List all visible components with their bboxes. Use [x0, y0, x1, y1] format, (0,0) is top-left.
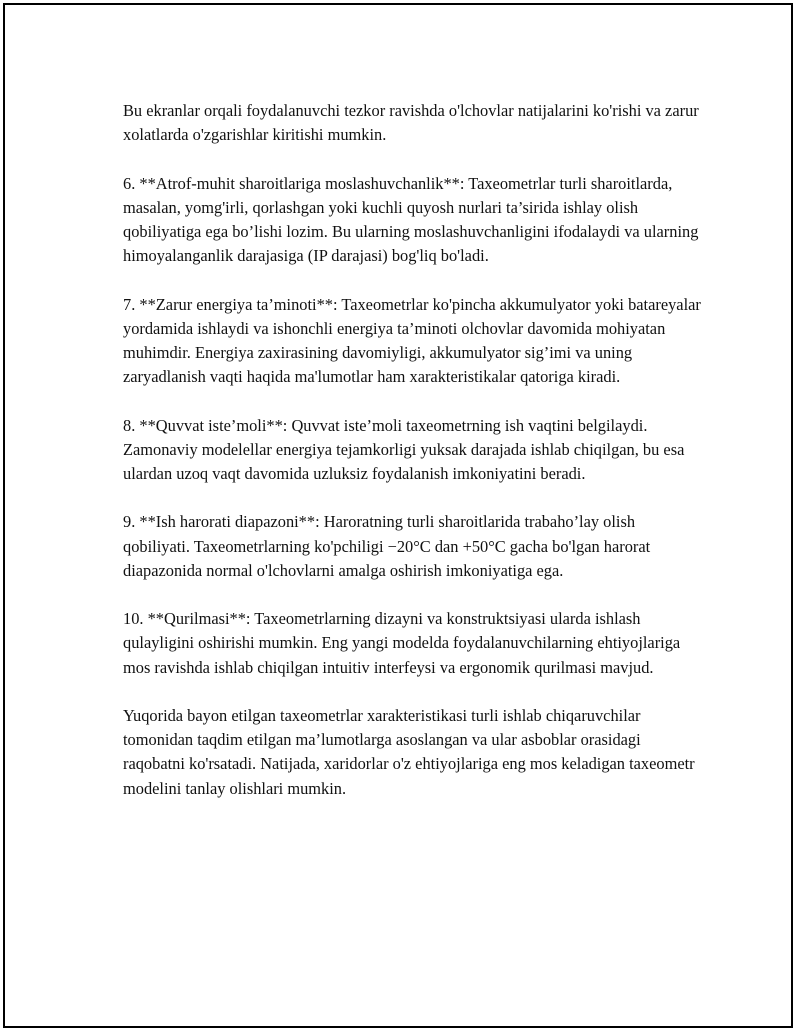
paragraph-item-9-temperature-range: 9. **Ish harorati diapazoni**: Haroratning turli sharoitlarida trabaho’lay olish qobiliyati. Taxeometrlarning ko'pchiligi −20°C dan +50°C gacha bo'lgan harorat diapazonida normal o'lchovlarni amalga oshirish imkoniyatiga ega. — [123, 512, 651, 580]
page-frame — [3, 3, 793, 1028]
paragraph-item-6-environment: 6. **Atrof-muhit sharoitlariga moslashuvchanlik**: Taxeometrlar turli sharoitlarda, masalan, yomg'irli, qorlashgan yoki kuchli quyosh nurlari ta’sirida ishlay olish qobiliyatiga ega bo’lishi lozim. Bu ularning moslashuvchanligini ifodalaydi va ularning himoyalanganlik darajasiga (IP darajasi) bog'liq bo'ladi. — [123, 173, 699, 266]
paragraph-conclusion: Yuqorida bayon etilgan taxeometrlar xarakteristikasi turli ishlab chiqaruvchilar tomonidan taqdim etilgan ma’lumotlarga asoslangan va ular asboblar orasidagi raqobatni ko'rsatadi. Natijada, xaridorlar o'z ehtiyojlariga eng mos keladigan taxeometr modelini tanlay olishlari mumkin. — [123, 705, 695, 798]
paragraph-item-7-energy-supply: 7. **Zarur energiya ta’minoti**: Taxeometrlar ko'pincha akkumulyator yoki batareyalar yordamida ishlaydi va ishonchli energiya ta’minoti olchovlar davomida mohiyatan muhimdir. Energiya zaxirasining davomiyligi, akkumulyator sig’imi va uning zaryadlanish vaqti haqida ma'lumotlar ham xarakteristikalar qatoriga kiradi. — [123, 294, 701, 387]
paragraph-screens-intro: Bu ekranlar orqali foydalanuvchi tezkor ravishda o'lchovlar natijalarini ko'rishi va zarur xolatlarda o'zgarishlar kiritishi mumkin. — [123, 101, 699, 145]
paragraph-item-10-device-design: 10. **Qurilmasi**: Taxeometrlarning dizayni va konstruktsiyasi ularda ishlash qulayligini oshirishi mumkin. Eng yangi modelda foydalanuvchilarning ehtiyojlariga mos ravishda ishlab chiqilgan intuitiv interfeysi va ergonomik qurilmasi mavjud. — [123, 609, 681, 677]
paragraph-item-8-power-consumption: 8. **Quvvat iste’moli**: Quvvat iste’moli taxeometrning ish vaqtini belgilaydi. Zamonaviy modelellar energiya tejamkorligi yuksak darajada ishlab chiqilgan, bu esa ulardan uzoq vaqt davomida uzluksiz foydalanish imkoniyatini beradi. — [123, 415, 685, 483]
document-body — [123, 99, 703, 825]
